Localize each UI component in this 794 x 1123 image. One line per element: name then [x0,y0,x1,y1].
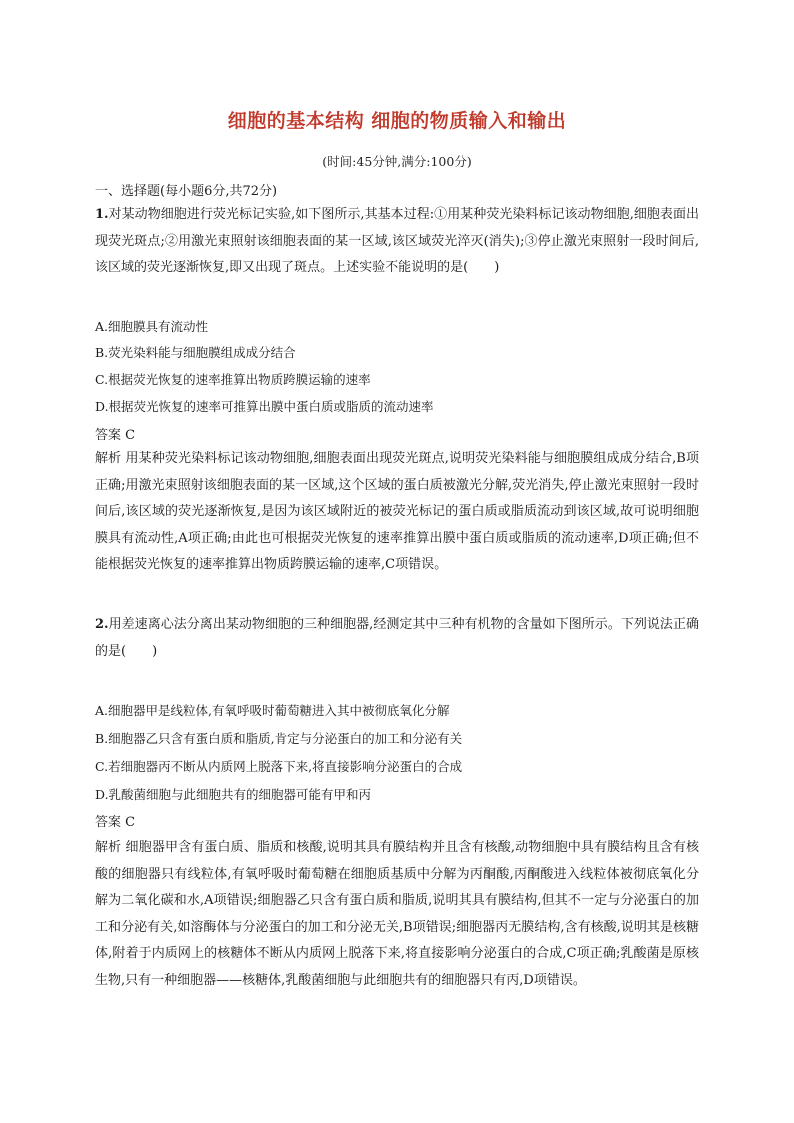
question-1-answer: 答案 C [95,428,136,443]
question-2-option-a: A.细胞器甲是线粒体,有氧呼吸时葡萄糖进入其中被彻底氧化分解 [95,703,450,718]
question-1-option-c: C.根据荧光恢复的速率推算出物质跨膜运输的速率 [95,372,371,387]
question-2-analysis-text: 解析 细胞器甲含有蛋白质、脂质和核酸,说明其具有膜结构并且含有核酸,动物细胞中具有膜结构且含有核酸的细胞器只有线粒体,有氧呼吸时葡萄糖在细胞质基质中分解为丙酮酸,丙酮酸进入线粒体被彻底氧化分解为二氧化碳和水,A项错误;细胞器乙只含有蛋白质和脂质,说明其具有膜结构,但其不一定与分泌蛋白的加工和分泌有关,如溶酶体与分泌蛋白的加工和分泌无关,B项错误;细胞器丙无膜结构,含有核酸,说明其是核糖体,附着于内质网上的核糖体不断从内质网上脱落下来,将直接影响分泌蛋白的合成,C项正确;乳酸菌是原核生物,只有一种细胞器——核糖体,乳酸菌细胞与此细胞共有的细胞器只有丙,D项错误。 [95,840,699,988]
section-heading: 一、选择题(每小题6分,共72分) [95,184,278,199]
exam-info: (时间:45分钟,满分:100分) [322,154,472,169]
question-2-stem [95,612,699,665]
page-title: 细胞的基本结构 细胞的物质输入和输出 [227,110,567,132]
question-2-answer: 答案 C [95,815,136,830]
question-1-option-b: B.荧光染料能与细胞膜组成成分结合 [95,345,296,360]
question-1-stem [95,202,699,282]
question-1-number: 1. [95,207,109,222]
question-1-option-d: D.根据荧光恢复的速率可推算出膜中蛋白质或脂质的流动速率 [95,399,434,414]
question-1-analysis [95,446,699,579]
question-2-text: 用差速离心法分离出某动物细胞的三种细胞器,经测定其中三种有机物的含量如下图所示。下列说法正确的是( ) [95,617,699,659]
question-2-number: 2. [95,617,109,632]
question-1-analysis-text: 解析 用某种荧光染料标记该动物细胞,细胞表面出现荧光斑点,说明荧光染料能与细胞膜组成成分结合,B项正确;用激光束照射该细胞表面的某一区域,这个区域的蛋白质被激光分解,荧光消失,停止激光束照射一段时间后,该区域的荧光逐渐恢复,是因为该区域附近的被荧光标记的蛋白质或脂质流动到该区域,故可说明细胞膜具有流动性,A项正确;由此也可根据荧光恢复的速率推算出膜中蛋白质或脂质的流动速率,D项正确;但不能根据荧光恢复的速率推算出物质跨膜运输的速率,C项错误。 [95,451,699,572]
question-1-option-a: A.细胞膜具有流动性 [95,319,209,334]
question-2-analysis [95,835,699,994]
question-2-option-b: B.细胞器乙只含有蛋白质和脂质,肯定与分泌蛋白的加工和分泌有关 [95,731,463,746]
question-2-option-c: C.若细胞器丙不断从内质网上脱落下来,将直接影响分泌蛋白的合成 [95,759,463,774]
question-1-text: 对某动物细胞进行荧光标记实验,如下图所示,其基本过程:①用某种荧光染料标记该动物细胞,细胞表面出现荧光斑点;②用激光束照射该细胞表面的某一区域,该区域荧光淬灭(消失);③停止激光束照射一段时间后,该区域的荧光逐渐恢复,即又出现了斑点。上述实验不能说明的是( ) [95,207,699,275]
question-2-option-d: D.乳酸菌细胞与此细胞共有的细胞器可能有甲和丙 [95,787,372,802]
